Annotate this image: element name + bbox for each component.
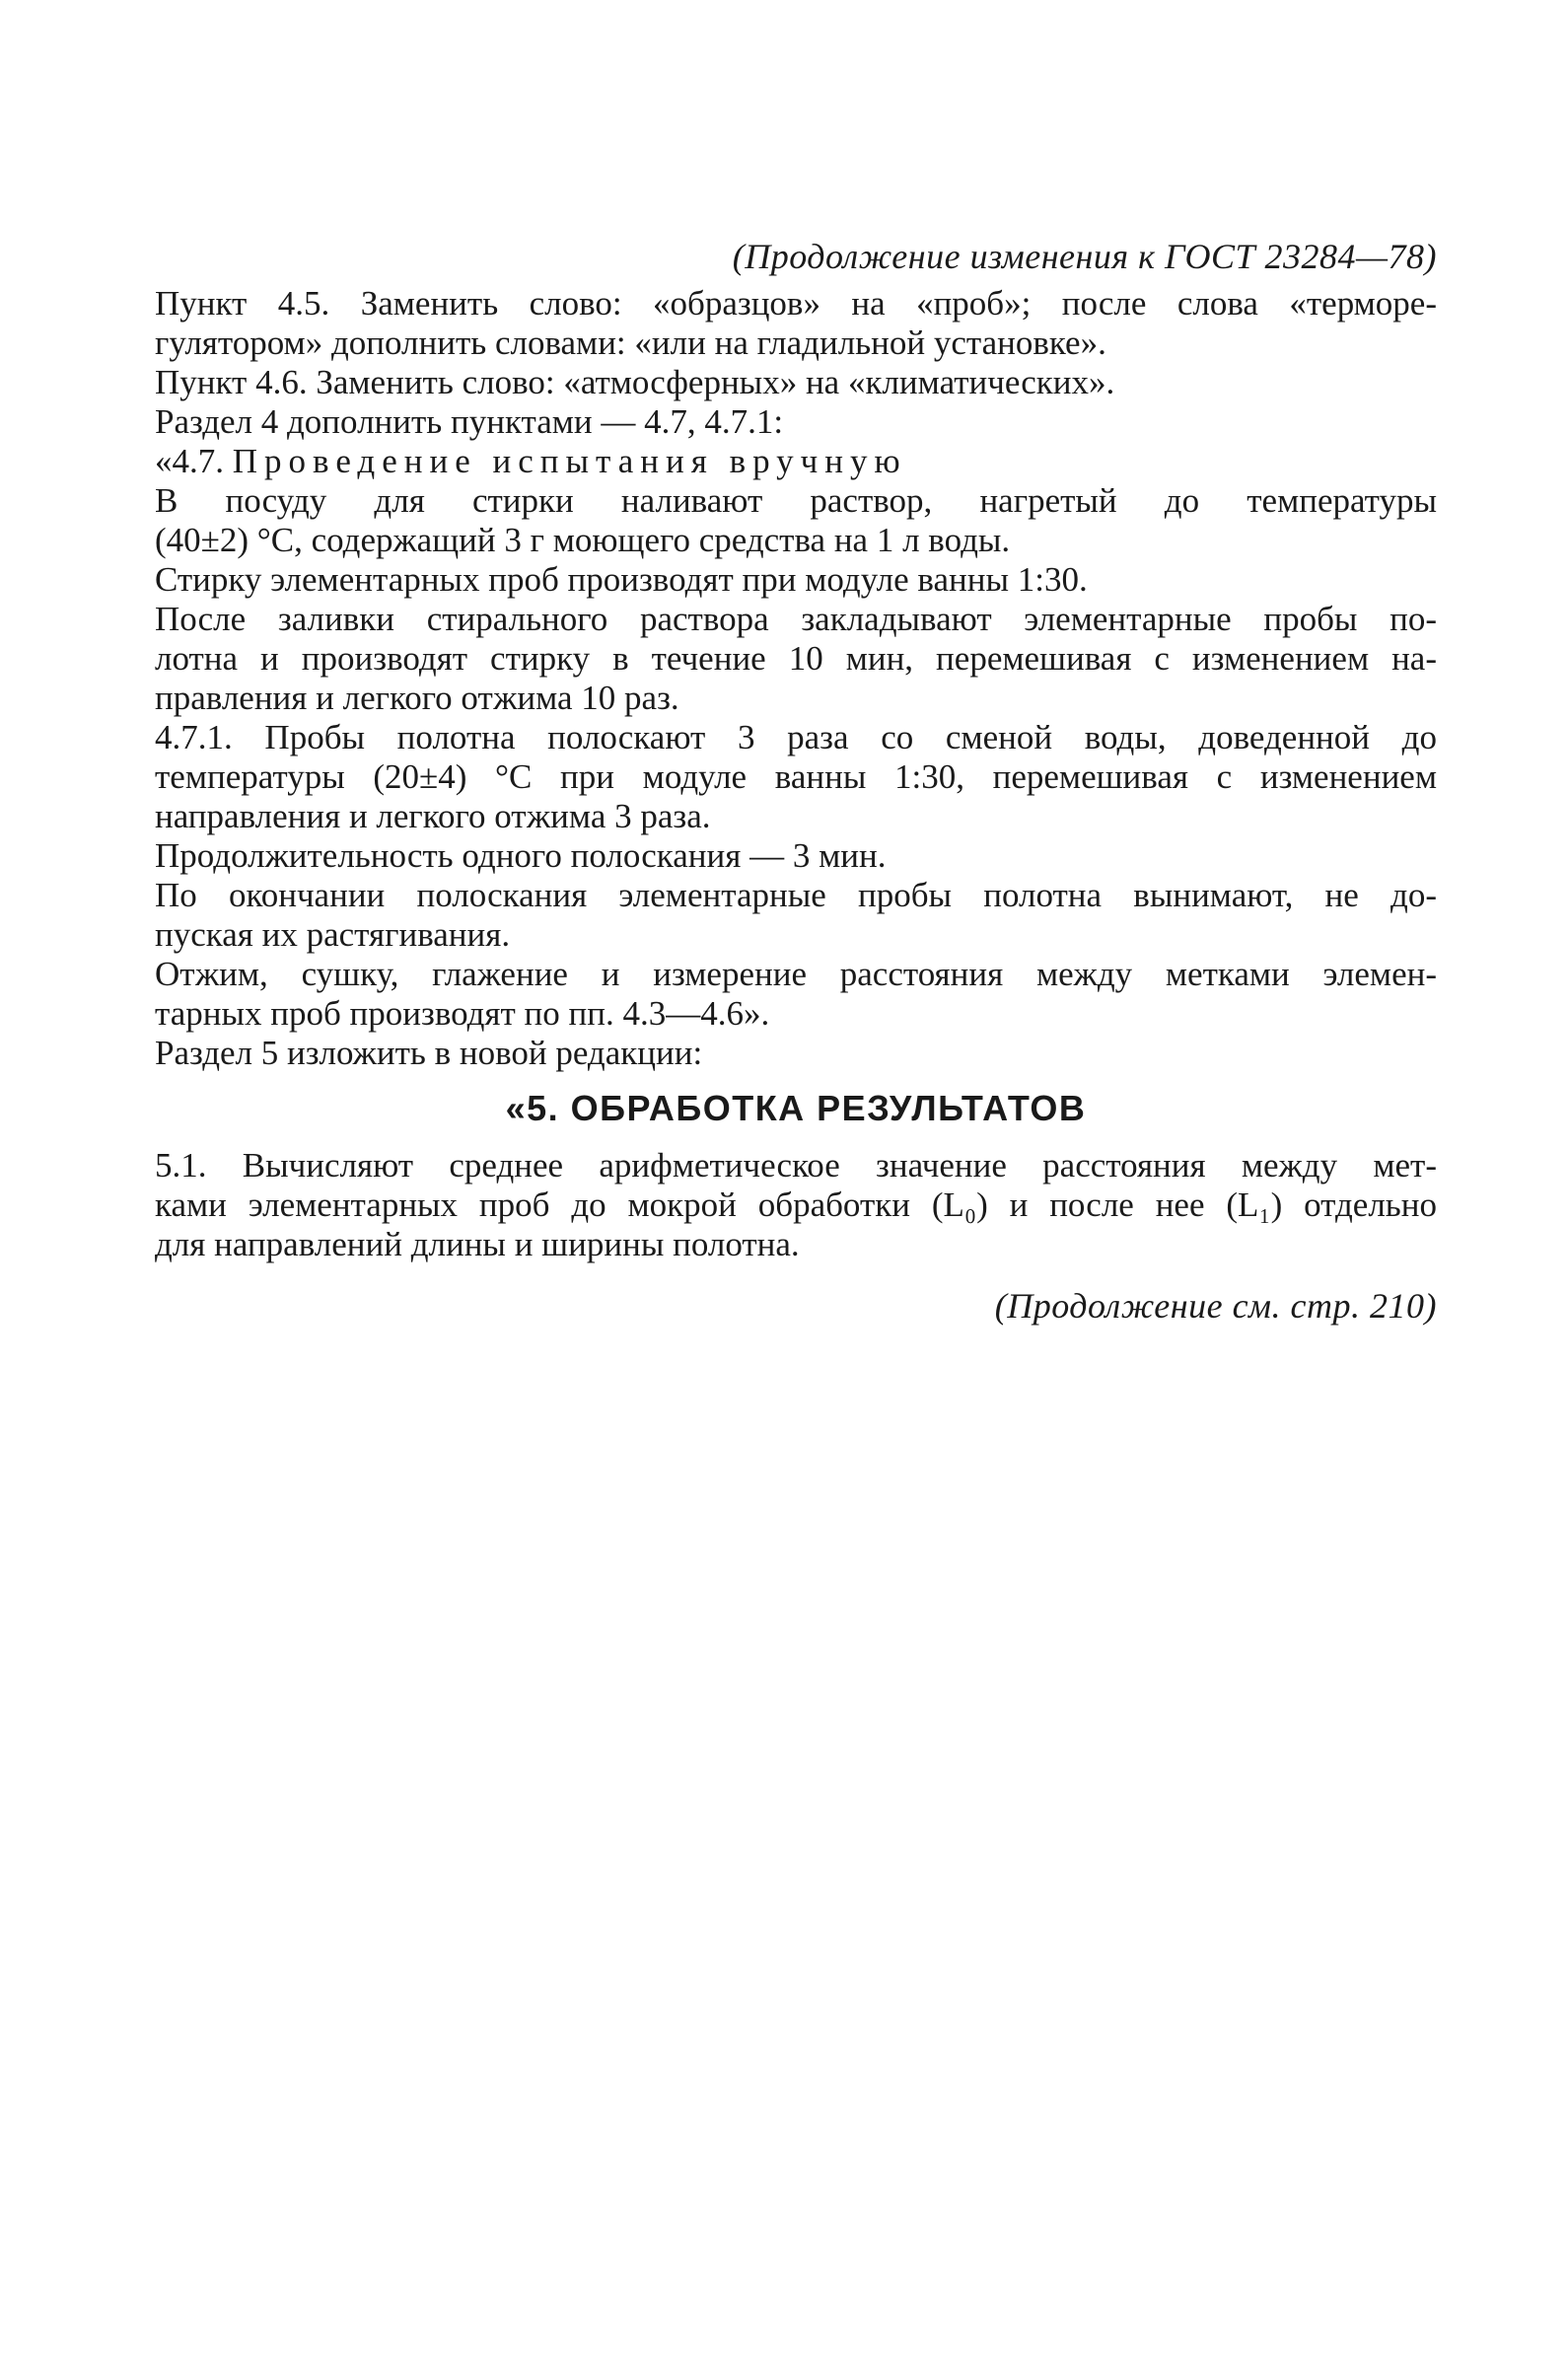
subsection-number: «4.7. (155, 442, 233, 480)
paragraph-line: В посуду для стирки наливают раствор, нагретый до температуры (155, 481, 1437, 520)
paragraph-section-5-intro (155, 1034, 1437, 1073)
paragraph-line: Пункт 4.5. Заменить слово: «образцов» на «проб»; после слова «терморе- (155, 284, 1437, 323)
paragraph-line: направления и легкого отжима 3 раза. (155, 797, 711, 835)
paragraph-line: ками элементарных проб до мокрой обработки (L₀) и после нее (L₁) отдельно (155, 1185, 1437, 1224)
paragraph-4-7-1 (155, 718, 1437, 836)
continuation-footer: (Продолжение см. стр. 210) (994, 1286, 1437, 1326)
paragraph-line: правления и легкого отжима 10 раз. (155, 679, 679, 717)
paragraph-line: 5.1. Вычисляют среднее арифметическое значение расстояния между мет- (155, 1146, 1437, 1184)
section-5-heading: «5. ОБРАБОТКА РЕЗУЛЬТАТОВ (505, 1088, 1087, 1128)
paragraph-line: 4.7.1. Пробы полотна полоскают 3 раза со сменой воды, доведенной до (155, 718, 1437, 756)
paragraph-4-6 (155, 363, 1437, 402)
paragraph-rinse-duration (155, 836, 1437, 876)
paragraph-line: Пункт 4.6. Заменить слово: «атмосферных» на «климатических». (155, 363, 1115, 401)
paragraph-washing (155, 481, 1437, 560)
paragraph-spin-dry (155, 955, 1437, 1034)
document-body (155, 237, 1437, 1326)
paragraph-line: лотна и производят стирку в течение 10 мин, перемешивая с изменением на- (155, 639, 1437, 678)
paragraph-bath-module (155, 560, 1437, 600)
paragraph-line: тарных проб производят по пп. 4.3—4.6». (155, 994, 770, 1033)
paragraph-line: пуская их растягивания. (155, 915, 511, 954)
paragraph-line (155, 442, 1437, 481)
paragraph-4-5 (155, 284, 1437, 363)
paragraph-line: гулятором» дополнить словами: «или на гладильной установке». (155, 323, 1106, 362)
paragraph-5-1 (155, 1146, 1437, 1264)
paragraph-rinse-end (155, 876, 1437, 955)
paragraph-line: Раздел 5 изложить в новой редакции: (155, 1034, 703, 1072)
paragraph-line: По окончании полоскания элементарные пробы полотна вынимают, не до- (155, 876, 1437, 914)
paragraph-line: Продолжительность одного полоскания — 3 мин. (155, 836, 887, 875)
subsection-title: Проведение испытания вручную (232, 442, 907, 480)
paragraph-line: После заливки стирального раствора закладывают элементарные пробы по- (155, 600, 1437, 638)
paragraph-line: для направлений длины и ширины полотна. (155, 1225, 800, 1263)
paragraph-line: Раздел 4 дополнить пунктами — 4.7, 4.7.1: (155, 402, 784, 441)
paragraph-section-4-addition (155, 402, 1437, 442)
paragraph-loading (155, 600, 1437, 718)
paragraph-line: Отжим, сушку, глажение и измерение расстояния между метками элемен- (155, 955, 1437, 993)
subsection-4-7-heading (155, 442, 1437, 481)
paragraph-line: температуры (20±4) °С при модуле ванны 1:30, перемешивая с изменением (155, 757, 1437, 796)
paragraph-line: (40±2) °С, содержащий 3 г моющего средства на 1 л воды. (155, 521, 1011, 559)
continuation-header: (Продолжение изменения к ГОСТ 23284—78) (732, 237, 1437, 276)
paragraph-line: Стирку элементарных проб производят при модуле ванны 1:30. (155, 560, 1088, 599)
